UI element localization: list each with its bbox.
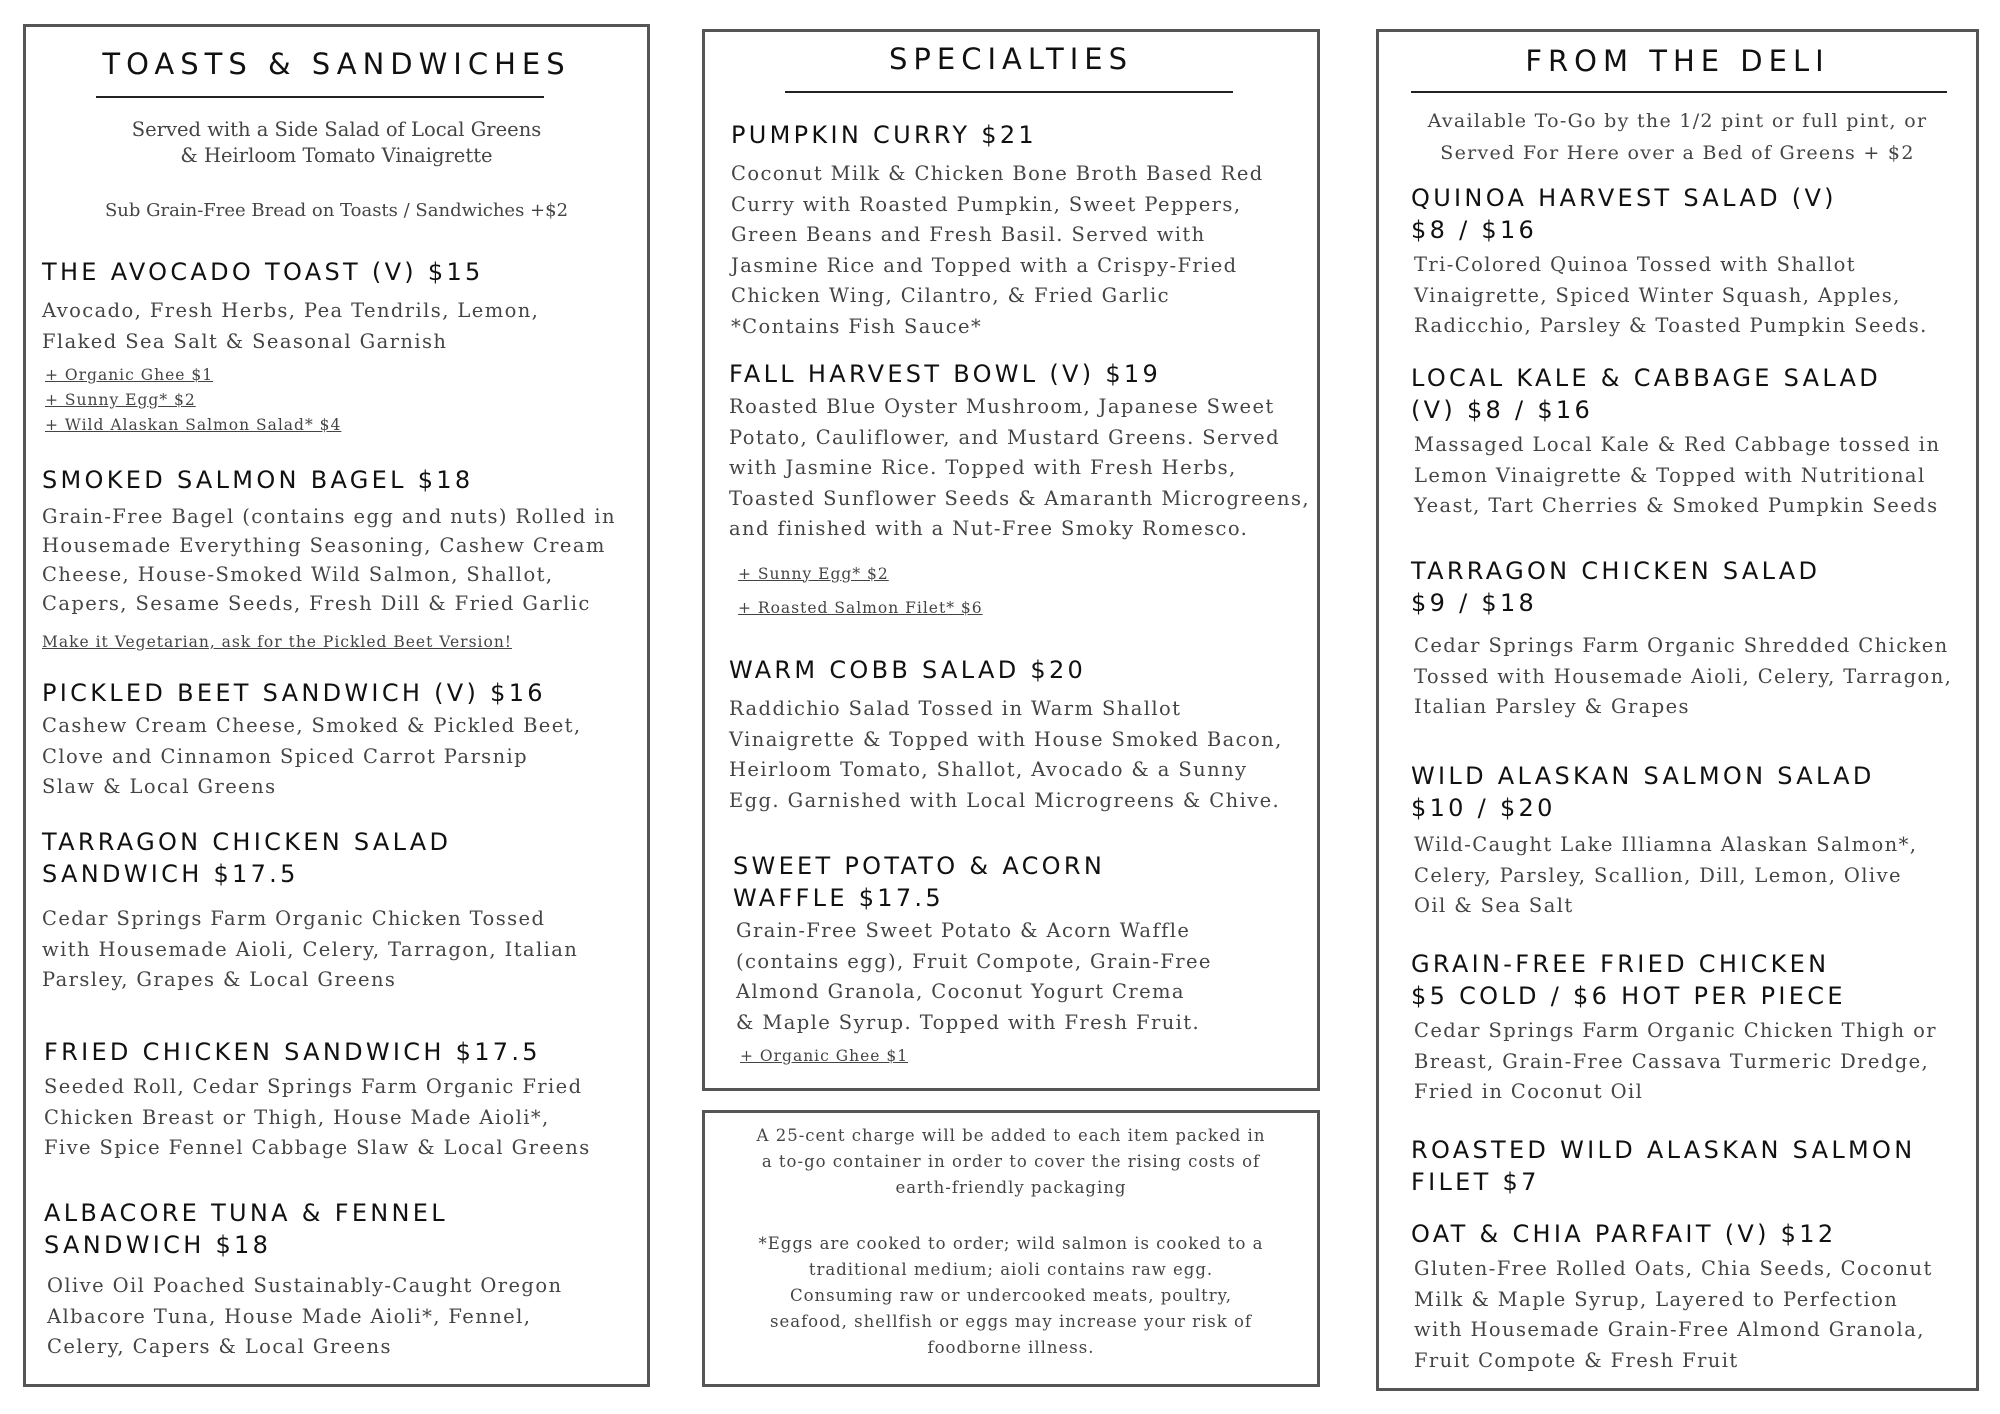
- item-name: SANDWICH $18: [44, 1231, 272, 1259]
- desc-line: Celery, Capers & Local Greens: [47, 1335, 392, 1358]
- desc-line: Roasted Blue Oyster Mushroom, Japanese Sweet: [729, 395, 1275, 418]
- desc-line: Clove and Cinnamon Spiced Carrot Parsnip: [42, 744, 529, 768]
- desc-line: Cheese, House-Smoked Wild Salmon, Shallot,: [42, 563, 554, 586]
- item-name: OAT & CHIA PARFAIT (V) $12: [1411, 1220, 1837, 1248]
- menu-item: [1411, 182, 1928, 342]
- desc-line: Cedar Springs Farm Organic Chicken Thigh or: [1414, 1019, 1937, 1042]
- menu-item: [1411, 1218, 1933, 1376]
- toasts-sub-note: [26, 198, 647, 224]
- item-name: WARM COBB SALAD $20: [729, 656, 1087, 684]
- toasts-title-rule: [96, 96, 544, 98]
- item-name: ALBACORE TUNA & FENNEL: [44, 1199, 448, 1227]
- desc-line: Italian Parsley & Grapes: [1414, 695, 1690, 718]
- specialties-title: SPECIALTIES: [888, 42, 1134, 76]
- desc-line: Gluten-Free Rolled Oats, Chia Seeds, Coconut: [1414, 1257, 1933, 1280]
- desc-line: Massaged Local Kale & Red Cabbage tossed in: [1414, 433, 1941, 456]
- specialties-title-rule: [785, 91, 1233, 93]
- item-name: FILET $7: [1411, 1168, 1540, 1196]
- menu-item: [1411, 555, 1952, 723]
- item-name: THE AVOCADO TOAST (V) $15: [42, 258, 484, 286]
- addon-option: + Sunny Egg* $2: [738, 564, 889, 583]
- addon-option: + Organic Ghee $1: [740, 1047, 909, 1065]
- item-name: ROASTED WILD ALASKAN SALMON: [1411, 1136, 1916, 1164]
- item-description: [1414, 830, 1917, 922]
- item-name: FALL HARVEST BOWL (V) $19: [729, 360, 1162, 388]
- item-description: [1414, 250, 1928, 342]
- menu-item: [42, 464, 616, 655]
- notice-line: Consuming raw or undercooked meats, poultry,: [789, 1286, 1233, 1305]
- notice-line: a to-go container in order to cover the rising costs of: [761, 1152, 1261, 1171]
- item-description: [42, 711, 582, 803]
- notice-line: *Eggs are cooked to order; wild salmon is cooked to a: [758, 1234, 1264, 1253]
- item-name: SMOKED SALMON BAGEL $18: [42, 466, 474, 494]
- deli-intro: [1379, 105, 1976, 169]
- menu-item: [1411, 948, 1937, 1108]
- desc-line: Parsley, Grapes & Local Greens: [42, 968, 397, 991]
- item-name: $8 / $16: [1411, 216, 1538, 244]
- menu-item: [729, 358, 1310, 625]
- notice-panel: [702, 1110, 1320, 1387]
- desc-line: (contains egg), Fruit Compote, Grain-Free: [736, 949, 1212, 973]
- item-name: PICKLED BEET SANDWICH (V) $16: [42, 679, 546, 707]
- menu-item: [729, 654, 1283, 816]
- desc-line: Almond Granola, Coconut Yogurt Crema: [736, 980, 1185, 1003]
- desc-line: Fruit Compote & Fresh Fruit: [1414, 1348, 1739, 1372]
- deli-intro-line: Available To-Go by the 1/2 pint or full pint, or: [1427, 110, 1928, 132]
- item-name: LOCAL KALE & CABBAGE SALAD: [1411, 364, 1882, 392]
- desc-line: Heirloom Tomato, Shallot, Avocado & a Sunny: [729, 758, 1248, 781]
- deli-title: FROM THE DELI: [1525, 44, 1830, 78]
- desc-line: & Maple Syrup. Topped with Fresh Fruit.: [736, 1010, 1201, 1034]
- desc-line: with Jasmine Rice. Topped with Fresh Herbs,: [729, 456, 1237, 479]
- desc-line: Five Spice Fennel Cabbage Slaw & Local Greens: [44, 1136, 591, 1159]
- item-name: TARRAGON CHICKEN SALAD: [42, 828, 452, 856]
- desc-line: *Contains Fish Sauce*: [731, 314, 983, 338]
- specialties-panel: [702, 29, 1320, 1091]
- menu-item: [42, 256, 539, 438]
- item-addons: [738, 557, 1310, 625]
- desc-line: Grain-Free Bagel (contains egg and nuts) Rolled in: [42, 505, 616, 528]
- desc-line: Celery, Parsley, Scallion, Dill, Lemon, Olive: [1414, 863, 1902, 887]
- item-description: [736, 916, 1212, 1038]
- desc-line: Toasted Sunflower Seeds & Amaranth Microgreens,: [729, 486, 1310, 510]
- item-name: SANDWICH $17.5: [42, 860, 299, 888]
- menu-item: [1411, 760, 1917, 922]
- item-name: $9 / $18: [1411, 589, 1538, 617]
- addon-option: + Organic Ghee $1: [45, 366, 214, 384]
- desc-line: Olive Oil Poached Sustainably-Caught Oregon: [47, 1274, 563, 1297]
- toasts-title: TOASTS & SANDWICHES: [102, 47, 571, 81]
- vegetarian-note: Make it Vegetarian, ask for the Pickled Beet Version!: [42, 633, 513, 651]
- toasts-intro: [26, 117, 647, 169]
- desc-line: Avocado, Fresh Herbs, Pea Tendrils, Lemon,: [42, 299, 540, 322]
- item-name: TARRAGON CHICKEN SALAD: [1411, 557, 1821, 585]
- desc-line: Jasmine Rice and Topped with a Crispy-Fried: [731, 253, 1238, 277]
- item-name: FRIED CHICKEN SANDWICH $17.5: [44, 1038, 541, 1066]
- desc-line: Fried in Coconut Oil: [1414, 1080, 1644, 1103]
- notice-line: seafood, shellfish or eggs may increase your risk of: [770, 1312, 1252, 1331]
- desc-line: Yeast, Tart Cherries & Smoked Pumpkin Seeds: [1414, 494, 1939, 517]
- desc-line: Cedar Springs Farm Organic Shredded Chicken: [1414, 634, 1949, 657]
- notice-line: foodborne illness.: [927, 1338, 1095, 1357]
- item-name: GRAIN-FREE FRIED CHICKEN: [1411, 950, 1830, 978]
- item-description: [42, 296, 539, 357]
- item-name: SWEET POTATO & ACORN: [733, 852, 1106, 880]
- desc-line: Lemon Vinaigrette & Topped with Nutritional: [1414, 463, 1926, 487]
- item-description: [42, 904, 578, 996]
- desc-line: Seeded Roll, Cedar Springs Farm Organic Fried: [44, 1075, 583, 1098]
- item-name: PUMPKIN CURRY $21: [731, 121, 1037, 149]
- desc-line: with Housemade Aioli, Celery, Tarragon, Italian: [42, 937, 579, 961]
- menu-item: [42, 677, 582, 803]
- item-name: $5 COLD / $6 HOT PER PIECE: [1411, 982, 1846, 1010]
- desc-line: Tossed with Housemade Aioli, Celery, Tarragon,: [1414, 664, 1953, 688]
- desc-line: Oil & Sea Salt: [1414, 894, 1574, 917]
- desc-line: Breast, Grain-Free Cassava Turmeric Dredge,: [1414, 1049, 1930, 1073]
- desc-line: Coconut Milk & Chicken Bone Broth Based Red: [731, 162, 1264, 185]
- item-name: WILD ALASKAN SALMON SALAD: [1411, 762, 1875, 790]
- desc-line: Albacore Tuna, House Made Aioli*, Fennel,: [47, 1304, 532, 1328]
- desc-line: Curry with Roasted Pumpkin, Sweet Peppers,: [731, 192, 1242, 216]
- desc-line: Capers, Sesame Seeds, Fresh Dill & Fried Garlic: [42, 592, 591, 615]
- menu-item: [42, 826, 578, 996]
- item-name: $10 / $20: [1411, 794, 1556, 822]
- desc-line: Flaked Sea Salt & Seasonal Garnish: [42, 329, 448, 353]
- desc-line: Wild-Caught Lake Illiamna Alaskan Salmon*,: [1414, 833, 1918, 856]
- toasts-intro-line: & Heirloom Tomato Vinaigrette: [180, 144, 493, 167]
- desc-line: Chicken Wing, Cilantro, & Fried Garlic: [731, 284, 1170, 307]
- item-description: [42, 502, 616, 618]
- desc-line: Cedar Springs Farm Organic Chicken Tossed: [42, 907, 546, 930]
- notice-line: earth-friendly packaging: [895, 1178, 1127, 1197]
- desc-line: Egg. Garnished with Local Microgreens & Chive.: [729, 788, 1281, 812]
- desc-line: Slaw & Local Greens: [42, 775, 277, 798]
- menu-item: [44, 1036, 591, 1164]
- desc-line: Raddichio Salad Tossed in Warm Shallot: [729, 697, 1182, 720]
- menu-item: [731, 119, 1264, 342]
- desc-line: Tri-Colored Quinoa Tossed with Shallot: [1414, 253, 1857, 276]
- addon-option: + Wild Alaskan Salmon Salad* $4: [45, 416, 342, 434]
- toasts-intro-line: Served with a Side Salad of Local Greens: [131, 118, 542, 141]
- item-addons: [740, 1044, 1212, 1069]
- desc-line: Green Beans and Fresh Basil. Served with: [731, 223, 1206, 246]
- item-description: [1414, 1016, 1937, 1108]
- desc-line: Vinaigrette & Topped with House Smoked Bacon,: [729, 727, 1283, 751]
- desc-line: with Housemade Grain-Free Almond Granola,: [1414, 1318, 1925, 1341]
- item-description: [729, 694, 1283, 816]
- item-addons: [42, 630, 616, 655]
- item-description: [1414, 631, 1952, 723]
- item-description: [44, 1072, 591, 1164]
- item-description: [1414, 430, 1940, 522]
- notice-line: A 25-cent charge will be added to each item packed in: [756, 1126, 1266, 1145]
- sub-note-text: Sub Grain-Free Bread on Toasts / Sandwiches +$2: [104, 200, 569, 221]
- menu-item: [1411, 362, 1940, 522]
- desc-line: Potato, Cauliflower, and Mustard Greens. Served: [729, 425, 1280, 449]
- packaging-notice: [705, 1123, 1317, 1201]
- item-name: (V) $8 / $16: [1411, 396, 1594, 424]
- deli-intro-line: Served For Here over a Bed of Greens + $2: [1440, 142, 1915, 164]
- desc-line: Vinaigrette, Spiced Winter Squash, Apples,: [1414, 283, 1901, 307]
- deli-panel: [1376, 29, 1979, 1391]
- desc-line: Milk & Maple Syrup, Layered to Perfection: [1414, 1287, 1899, 1311]
- desc-line: Grain-Free Sweet Potato & Acorn Waffle: [736, 919, 1191, 942]
- desc-line: Radicchio, Parsley & Toasted Pumpkin Seeds.: [1414, 314, 1928, 337]
- addon-option: + Sunny Egg* $2: [45, 391, 196, 409]
- addon-option: + Roasted Salmon Filet* $6: [738, 598, 983, 617]
- toasts-panel: [23, 24, 650, 1387]
- item-description: [729, 392, 1310, 545]
- desc-line: and finished with a Nut-Free Smoky Romesco.: [729, 517, 1249, 540]
- item-addons: [45, 363, 539, 438]
- menu-item: [1411, 1134, 1915, 1198]
- desc-line: Housemade Everything Seasoning, Cashew Cream: [42, 534, 606, 557]
- menu-item: [44, 1197, 562, 1363]
- deli-title-rule: [1411, 91, 1947, 93]
- item-description: [1414, 1254, 1933, 1376]
- item-name: QUINOA HARVEST SALAD (V): [1411, 184, 1837, 212]
- item-description: [731, 159, 1264, 342]
- item-name: WAFFLE $17.5: [733, 884, 944, 912]
- desc-line: Chicken Breast or Thigh, House Made Aioli*,: [44, 1105, 550, 1129]
- item-description: [47, 1271, 562, 1363]
- desc-line: Cashew Cream Cheese, Smoked & Pickled Beet,: [42, 714, 582, 737]
- menu-item: [733, 850, 1212, 1069]
- notice-line: traditional medium; aioli contains raw egg.: [808, 1260, 1214, 1279]
- consumer-advisory: [705, 1231, 1317, 1361]
